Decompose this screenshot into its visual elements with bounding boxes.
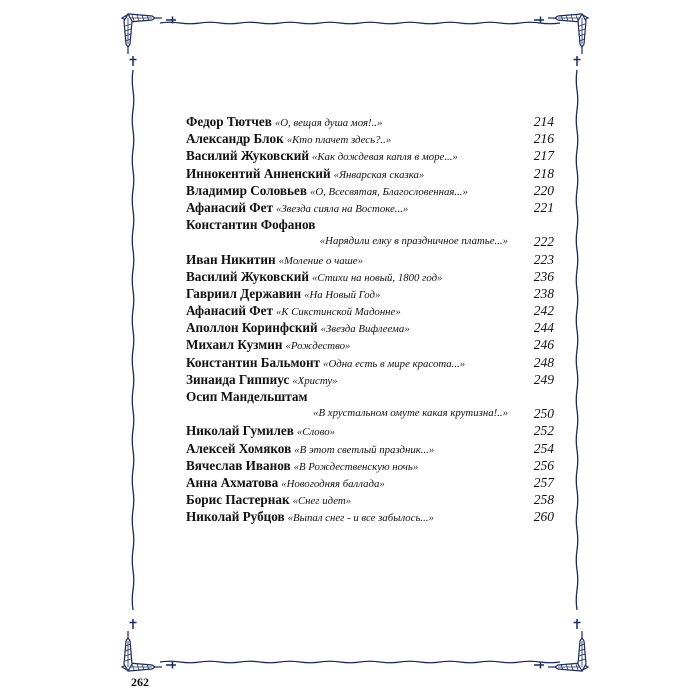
toc-page-number: 236	[533, 268, 554, 284]
toc-title: «Выпал снег - и все забылось...»	[287, 512, 434, 525]
toc-entry-continuation	[186, 405, 554, 422]
toc-entry	[186, 422, 554, 439]
toc-title: «Новогодняя баллада»	[281, 477, 385, 490]
toc-page-number: 252	[533, 423, 554, 439]
toc-title: «В этот светлый праздник...»	[294, 443, 435, 456]
toc-entry-continuation	[186, 233, 554, 250]
toc-entry	[186, 113, 554, 130]
toc-title: «К Сикстинской Мадонне»	[275, 306, 401, 319]
toc-entry	[186, 474, 554, 491]
toc-page-number: 238	[533, 285, 554, 301]
toc-title: «Слово»	[296, 426, 336, 439]
toc-page-number: 221	[533, 199, 554, 215]
toc-title: «Январская сказка»	[333, 168, 425, 181]
toc-title: «Нарядили елку в праздничное платье...»	[319, 235, 508, 248]
toc-title: «Стихи на новый, 1800 год»	[311, 271, 443, 284]
toc-author: Осип Мандельштам	[186, 389, 308, 404]
toc-title: «В хрустальном омуте какая крутизна!..»	[313, 407, 508, 420]
toc-entry	[186, 508, 554, 525]
toc-title: «В Рождественскую ночь»	[293, 460, 419, 473]
toc-author: Николай Гумилев	[186, 423, 294, 439]
toc-author: Вячеслав Иванов	[186, 457, 291, 473]
toc-author: Афанасий Фет	[186, 199, 273, 215]
toc-entry	[186, 491, 554, 508]
toc-entry	[186, 440, 554, 457]
toc-title: «Одна есть в мире красота...»	[323, 357, 466, 370]
toc-page-number: 220	[533, 182, 554, 198]
toc-title: «О, Всесвятая, Благословенная...»	[309, 185, 468, 198]
toc-title: «Как дождевая капля в море...»	[311, 151, 458, 164]
frame-top-line	[160, 22, 560, 24]
toc-entry	[186, 199, 554, 216]
toc-author: Зинаида Гиппиус	[186, 371, 290, 387]
toc-page-number: 260	[533, 509, 554, 525]
toc-title: «На Новый Год»	[304, 288, 381, 301]
toc-author: Анна Ахматова	[186, 474, 279, 490]
toc-title: «Звезда сияла на Востоке...»	[275, 202, 409, 215]
toc-page-number: 257	[533, 474, 554, 490]
toc-page-number: 216	[533, 131, 554, 147]
toc-page-number: 222	[533, 234, 554, 250]
toc-author: Владимир Соловьев	[186, 182, 307, 198]
toc-entry	[186, 251, 554, 268]
toc-title: «Снег идет»	[292, 495, 352, 508]
corner-ornament-bottom-right	[534, 619, 588, 671]
toc-author: Афанасий Фет	[186, 303, 273, 319]
frame-bottom-line	[160, 661, 560, 663]
toc-author: Алексей Хомяков	[186, 440, 292, 456]
toc-entry	[186, 165, 554, 182]
toc-author: Федор Тютчев	[186, 114, 272, 129]
toc-page-number: 256	[533, 457, 554, 473]
toc-page-number: 249	[533, 371, 554, 387]
toc-entry	[186, 319, 554, 336]
toc-page-number: 258	[533, 492, 554, 508]
table-of-contents	[186, 113, 554, 526]
toc-author: Василий Жуковский	[186, 148, 309, 164]
toc-author: Иннокентий Анненский	[186, 165, 331, 181]
toc-entry	[186, 216, 554, 233]
toc-author: Аполлон Коринфский	[186, 320, 318, 336]
toc-title: «Моление о чаше»	[278, 254, 363, 267]
toc-page-number: 250	[533, 406, 554, 422]
toc-page-number: 244	[533, 320, 554, 336]
toc-entry	[186, 147, 554, 164]
toc-author: Василий Жуковский	[186, 268, 309, 284]
toc-entry	[186, 388, 554, 405]
toc-entry	[186, 371, 554, 388]
toc-author: Александр Блок	[186, 131, 284, 147]
toc-entry	[186, 354, 554, 371]
toc-author: Николай Рубцов	[186, 509, 285, 525]
toc-author: Борис Пастернак	[186, 492, 290, 508]
toc-title: «О, вещая душа моя!..»	[274, 117, 383, 129]
toc-author: Константин Фофанов	[186, 217, 316, 233]
toc-page-number: 242	[533, 303, 554, 319]
toc-page-number: 214	[533, 114, 554, 129]
toc-entry	[186, 457, 554, 474]
toc-page-number: 248	[533, 354, 554, 370]
toc-entry	[186, 336, 554, 353]
toc-page-number: 217	[533, 148, 554, 164]
toc-title: «Звезда Вифлеема»	[320, 323, 410, 336]
page-number: 262	[131, 675, 149, 689]
toc-page-number: 246	[533, 337, 554, 353]
toc-title: «Христу»	[292, 374, 338, 387]
toc-entry	[186, 182, 554, 199]
toc-author: Михаил Кузмин	[186, 337, 283, 353]
corner-ornament-top-right	[534, 14, 588, 66]
toc-page-number: 223	[533, 251, 554, 267]
toc-entry	[186, 302, 554, 319]
toc-author: Гавриил Державин	[186, 285, 302, 301]
frame-left-line	[132, 70, 134, 610]
toc-title: «Кто плачет здесь?..»	[286, 134, 392, 147]
frame-right-line	[576, 70, 578, 610]
toc-author: Иван Никитин	[186, 251, 276, 267]
toc-entry	[186, 285, 554, 302]
toc-entry	[186, 268, 554, 285]
toc-page-number: 254	[533, 440, 554, 456]
toc-page-number: 218	[533, 165, 554, 181]
corner-ornament-bottom-left	[122, 619, 176, 671]
toc-title: «Рождество»	[285, 340, 351, 353]
toc-author: Константин Бальмонт	[186, 354, 321, 370]
toc-entry	[186, 130, 554, 147]
